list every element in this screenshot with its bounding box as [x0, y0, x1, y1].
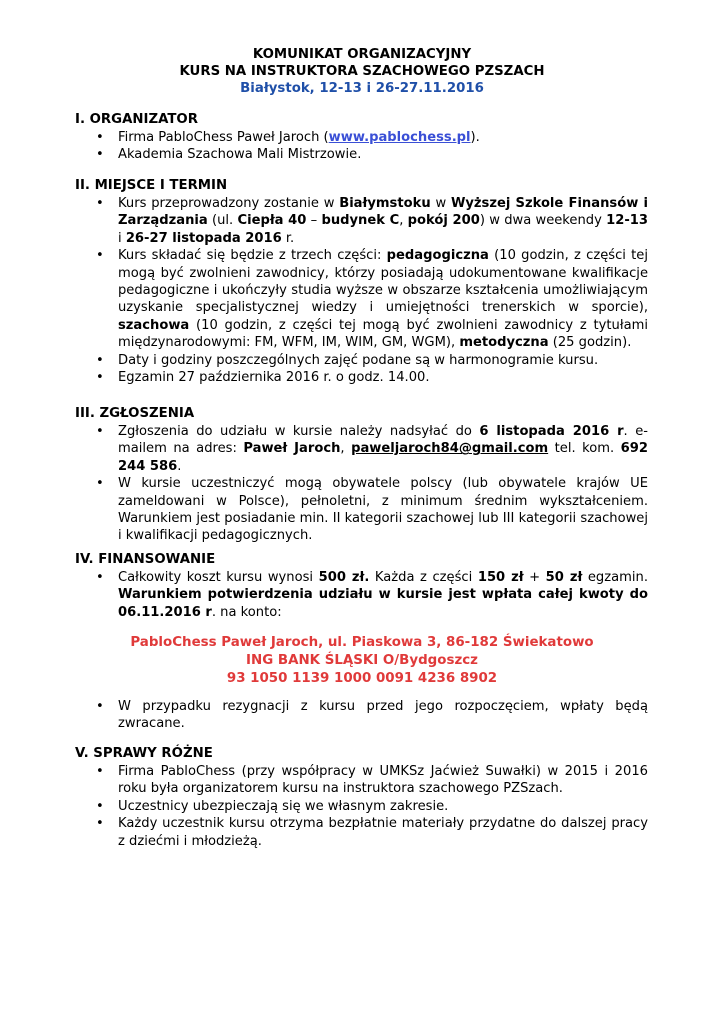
header-subtitle: KURS NA INSTRUKTORA SZACHOWEGO PZSZACH [179, 64, 545, 79]
section-title-finansowanie: IV. FINANSOWANIE [75, 552, 216, 567]
section-finansowanie-list-2 [96, 698, 648, 733]
list-item: • Firma PabloChess (przy współpracy w UMKSz Jaćwież Suwałki) w 2015 i 2016 roku była organizatorem kursu na instruktora szachowego PZSzach. [96, 764, 648, 797]
bullet: • [96, 424, 104, 439]
bullet: • [96, 130, 104, 145]
section-sprawy-list [96, 763, 648, 850]
bullet: • [96, 476, 104, 492]
bullet: • [96, 570, 104, 585]
bullet: • [96, 798, 104, 814]
website-link[interactable]: www.pablochess.pl [328, 130, 471, 145]
list-item: • Uczestnicy ubezpieczają się we własnym zakresie. [96, 798, 449, 814]
section-finansowanie-list [96, 569, 648, 621]
header-location-date: Białystok, 12-13 i 26-27.11.2016 [240, 81, 484, 96]
list-item: • Zgłoszenia do udziału w kursie należy nadsyłać do 6 listopada 2016 r. e-mailem na adres: Paweł Jaroch, paweljaroch84@gmail.com tel. kom. 692 244 586. [96, 424, 648, 474]
bullet: • [96, 699, 104, 714]
list-item: • W kursie uczestniczyć mogą obywatele polscy (lub obywatele krajów UE zameldowani w Polsce), pełnoletni, z minimum średnim wykształceniem. Warunkiem jest posiadanie min. II kategorii szachowej lub III kategorii szachowej i kwalifikacji pedagogicznych. [96, 476, 648, 544]
section-organizator-list [96, 129, 648, 164]
section-title-zgloszenia: III. ZGŁOSZENIA [75, 406, 195, 421]
list-item: • Egzamin 27 października 2016 r. o godz. 14.00. [96, 370, 430, 386]
list-item: • Firma PabloChess Paweł Jaroch (www.pablochess.pl). [96, 130, 480, 145]
bank-recipient: PabloChess Paweł Jaroch, ul. Piaskowa 3, 86-182 Świekatowo [130, 635, 594, 650]
email-link[interactable]: paweljaroch84@gmail.com [351, 441, 549, 457]
document-header [0, 46, 724, 97]
list-item: • Daty i godziny poszczególnych zajęć podane są w harmonogramie kursu. [96, 352, 599, 368]
bank-account-number: 93 1050 1139 1000 0091 4236 8902 [226, 671, 498, 686]
section-title-organizator: I. ORGANIZATOR [75, 112, 198, 127]
list-item: • Każdy uczestnik kursu otrzyma bezpłatnie materiały przydatne do dalszej pracy z dziećmi i młodzieżą. [96, 816, 648, 849]
bullet: • [96, 370, 104, 386]
list-item: • Kurs składać się będzie z trzech części: pedagogiczna (10 godzin, z części tej mogą być zwolnieni zawodnicy, którzy posiadają udokumentowane kwalifikacje pedagogiczne i ukończyły studia wyższe w obszarze kształcenia umożliwiającym uzyskanie specjalistycznej wiedzy i umiejętności trenerskich w sporcie), szachowa (10 godzin, z części tej mogą być zwolnieni zawodnicy z tytułami międzynarodowymi: FM, WFM, IM, WIM, GM, WGM), metodyczna (25 godzin). [96, 248, 648, 351]
section-miejsce-list [96, 195, 648, 386]
bullet: • [96, 816, 104, 832]
bullet: • [96, 196, 104, 211]
bank-name: ING BANK ŚLĄSKI O/Bydgoszcz [246, 653, 478, 668]
bullet: • [96, 764, 104, 779]
bank-account-block [0, 634, 724, 688]
section-zgloszenia-list [96, 423, 648, 545]
list-item: • Kurs przeprowadzony zostanie w Białymstoku w Wyższej Szkole Finansów i Zarządzania (ul. Ciepła 40 – budynek C, pokój 200) w dwa weekendy 12-13 i 26-27 listopada 2016 r. [96, 196, 648, 246]
list-item: • Całkowity koszt kursu wynosi 500 zł. Każda z części 150 zł + 50 zł egzamin. Warunkiem potwierdzenia udziału w kursie jest wpłata całej kwoty do 06.11.2016 r. na konto: [96, 570, 648, 620]
header-title: KOMUNIKAT ORGANIZACYJNY [252, 47, 472, 62]
section-title-sprawy-rozne: V. SPRAWY RÓŻNE [75, 746, 213, 761]
list-item: • Akademia Szachowa Mali Mistrzowie. [96, 147, 362, 163]
list-item: • W przypadku rezygnacji z kursu przed jego rozpoczęciem, wpłaty będą zwracane. [96, 699, 648, 732]
bullet: • [96, 248, 104, 264]
bullet: • [96, 147, 104, 163]
section-title-miejsce-termin: II. MIEJSCE I TERMIN [75, 178, 228, 193]
bullet: • [96, 352, 104, 368]
